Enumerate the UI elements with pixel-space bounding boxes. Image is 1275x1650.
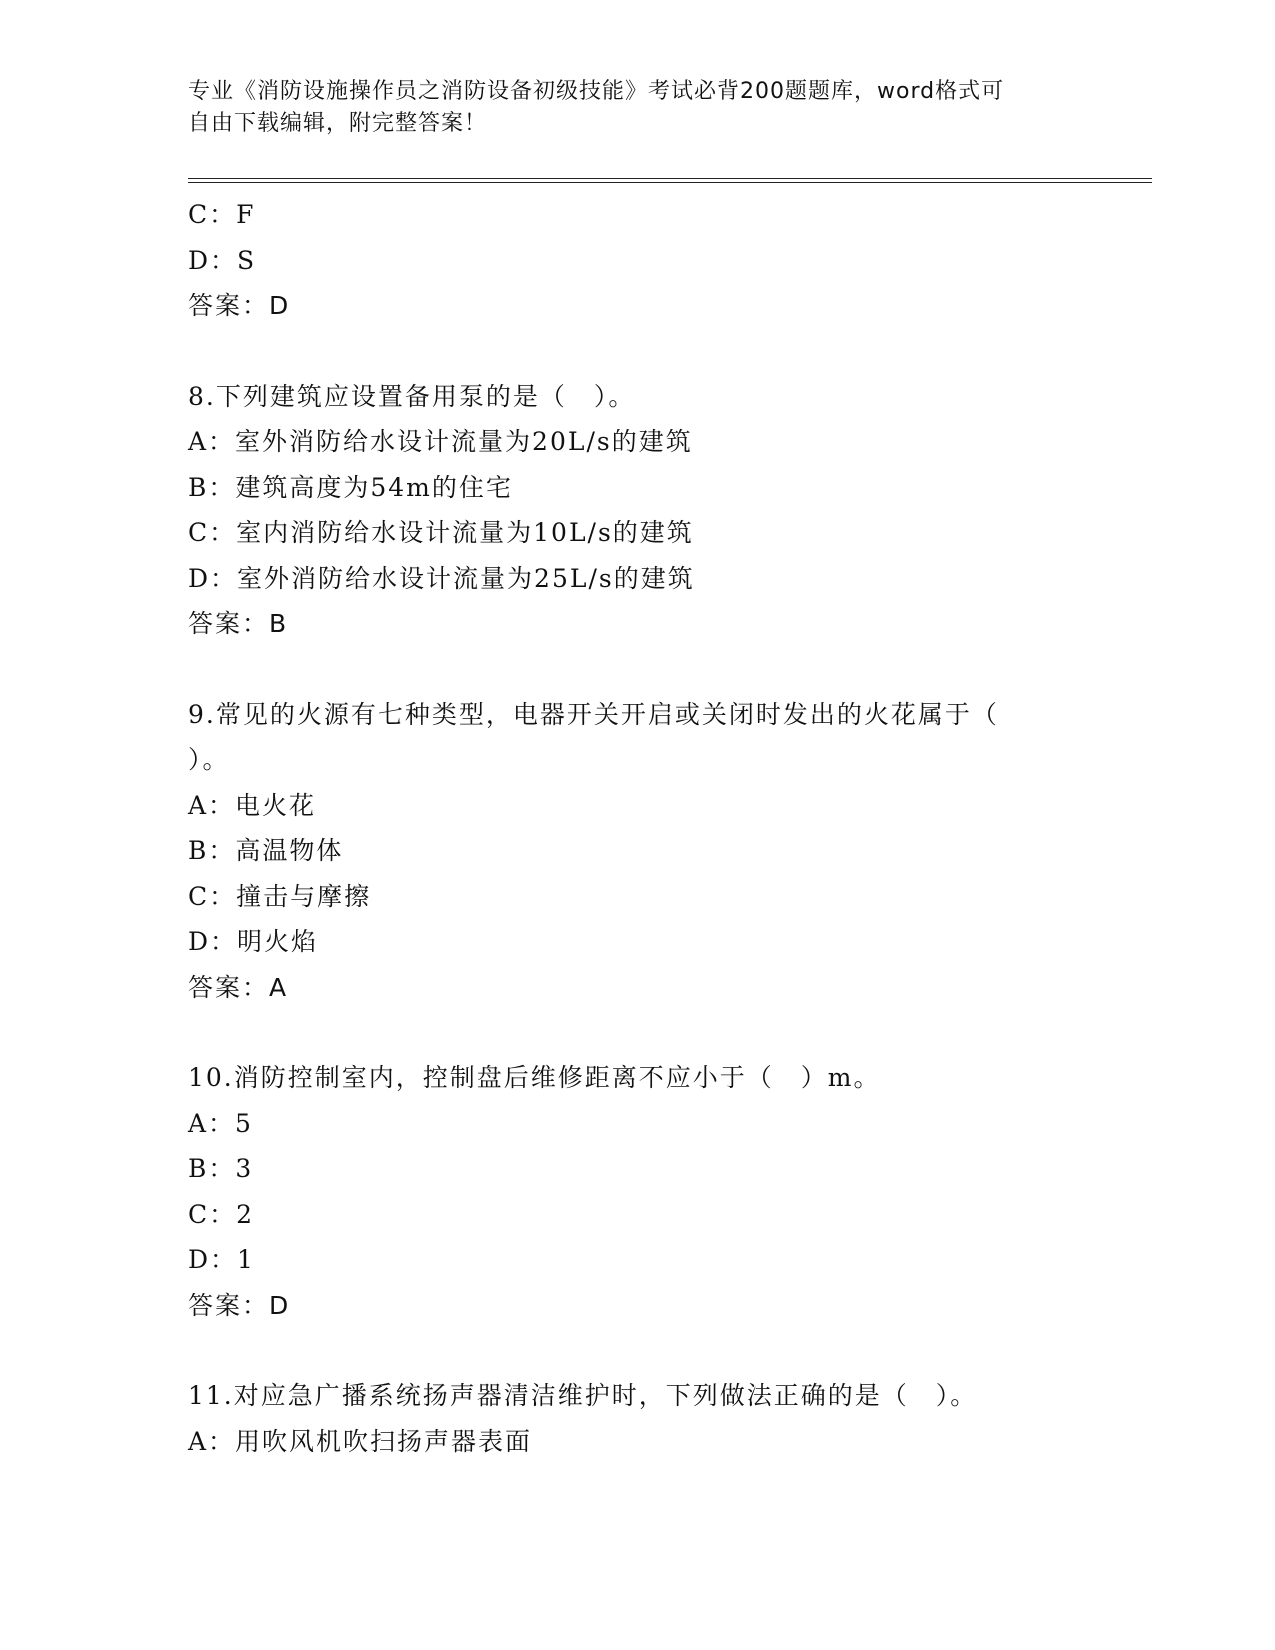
question-stem: 10.消防控制室内，控制盘后维修距离不应小于（ ）m。 — [188, 1063, 881, 1092]
question-stem-line-1: 9.常见的火源有七种类型，电器开关开启或关闭时发出的火花属于（ — [188, 699, 999, 729]
question-7-tail — [188, 192, 1088, 329]
spacer — [188, 647, 1088, 692]
question-stem: 8.下列建筑应设置备用泵的是（ ）。 — [188, 381, 636, 411]
header-line-2: 自由下载编辑，附完整答案！ — [188, 111, 488, 136]
answer: 答案：D — [188, 1290, 291, 1320]
header-line-1: 专业《消防设施操作员之消防设备初级技能》考试必背200题题库，word格式可 — [188, 79, 1005, 104]
option-b: B：3 — [188, 1154, 254, 1183]
option-b: B：建筑高度为54m的住宅 — [188, 472, 513, 502]
spacer — [188, 329, 1088, 374]
question-stem-line-2: ）。 — [188, 745, 230, 774]
option-c: C：F — [188, 200, 256, 229]
question-stem: 11.对应急广播系统扬声器清洁维护时，下列做法正确的是（ ）。 — [188, 1381, 978, 1410]
answer: 答案：D — [188, 291, 291, 320]
option-d: D：明火焰 — [188, 927, 319, 956]
spacer — [188, 1328, 1088, 1373]
option-a: A：室外消防给水设计流量为20L/s的建筑 — [188, 427, 693, 456]
option-a: A：用吹风机吹扫扬声器表面 — [188, 1426, 533, 1456]
header-divider-top — [188, 178, 1152, 179]
option-c: C：2 — [188, 1199, 255, 1229]
option-a: A：5 — [188, 1108, 253, 1138]
option-d: D：1 — [188, 1245, 255, 1274]
question-list — [188, 192, 1088, 1464]
answer: 答案：A — [188, 972, 289, 1002]
header-divider-bottom — [188, 182, 1152, 183]
option-d: D：S — [188, 245, 257, 275]
question-10 — [188, 1055, 1088, 1328]
question-9 — [188, 692, 1088, 1011]
question-11 — [188, 1373, 1088, 1464]
option-c: C：室内消防给水设计流量为10L/s的建筑 — [188, 518, 694, 547]
spacer — [188, 1010, 1088, 1055]
option-b: B：高温物体 — [188, 836, 344, 865]
option-a: A：电火花 — [188, 790, 317, 820]
answer: 答案：B — [188, 609, 289, 638]
question-8 — [188, 374, 1088, 647]
option-d: D：室外消防给水设计流量为25L/s的建筑 — [188, 563, 695, 593]
page-header — [188, 76, 1088, 140]
option-c: C：撞击与摩擦 — [188, 881, 372, 911]
